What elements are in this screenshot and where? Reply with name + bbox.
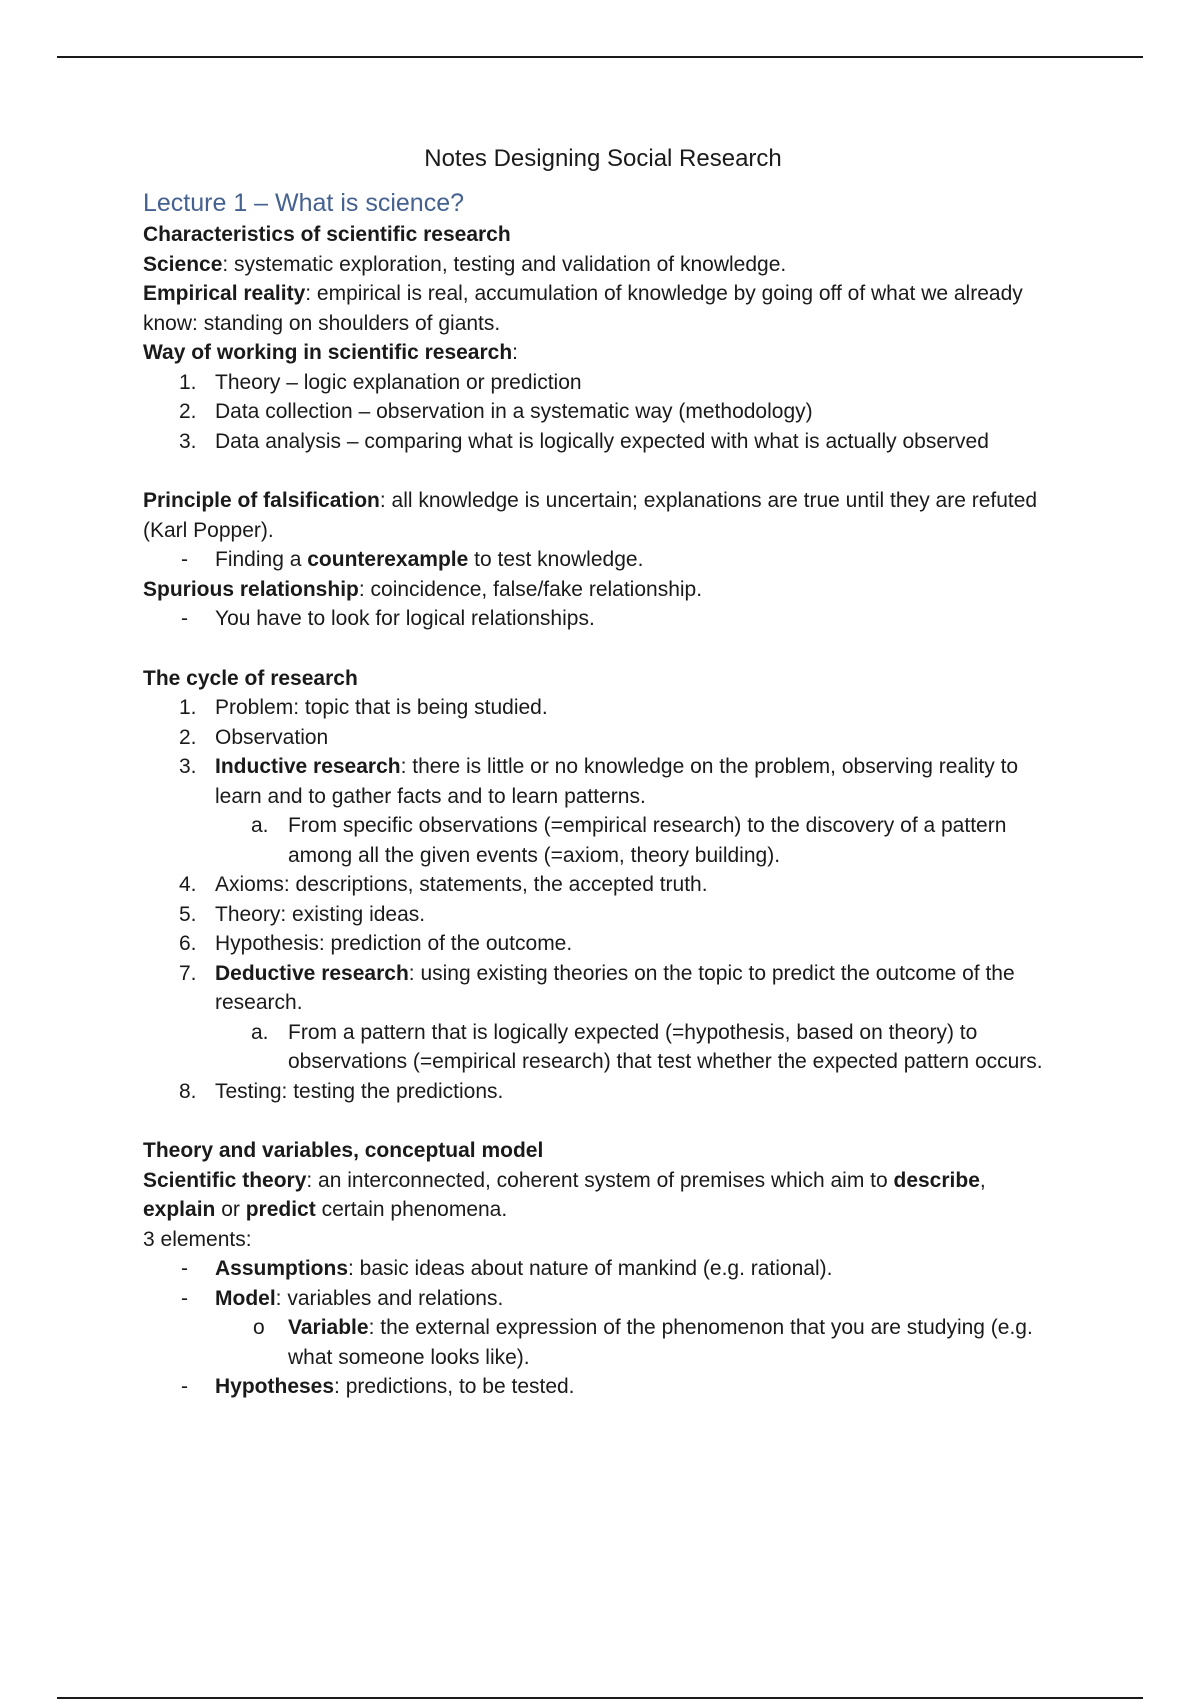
list-number: 3. (179, 429, 197, 453)
list-text: : there is little or no knowledge on the problem, observing reality to learn and to gather facts and to learn patterns. (215, 755, 1019, 808)
list-number: 7. (179, 961, 197, 985)
list-number: 4. (179, 873, 197, 896)
dash-marker: - (181, 1257, 188, 1280)
sub-bullet-item (143, 1313, 1063, 1372)
list-text: Testing: testing the predictions. (215, 1079, 504, 1103)
term-variable: Variable (288, 1316, 369, 1339)
term-counterexample: counterexample (307, 548, 469, 571)
bullet-text: You have to look for logical relationships. (215, 607, 595, 630)
list-text: Data analysis – comparing what is logically expected with what is actually observed (215, 429, 989, 453)
list-text: Observation (215, 725, 329, 749)
sub-list-item (143, 811, 1063, 870)
theory-text: certain phenomena. (315, 1198, 508, 1221)
dash-marker: - (181, 1286, 188, 1310)
list-text: Theory – logic explanation or prediction (215, 370, 582, 394)
term-predict: predict (245, 1198, 316, 1221)
document-body (143, 142, 1063, 1402)
bullet-text: to test knowledge. (468, 548, 644, 571)
list-item (143, 752, 1063, 811)
footer-rule (57, 1697, 1143, 1699)
list-number: 8. (179, 1079, 197, 1103)
empirical-text: : empirical is real, accumulation of knowledge by going off of what we already know: standing on shoulders of giants. (143, 282, 1023, 335)
term-deductive: Deductive research (215, 961, 409, 985)
term-empirical-reality: Empirical reality (143, 282, 306, 305)
list-text: Axioms: descriptions, statements, the accepted truth. (215, 873, 708, 896)
term-hypotheses: Hypotheses (215, 1375, 335, 1398)
list-item (143, 1077, 1063, 1107)
term-assumptions: Assumptions (215, 1257, 349, 1280)
science-definition (143, 250, 1063, 280)
dash-marker: - (181, 548, 188, 571)
list-text: Problem: topic that is being studied. (215, 696, 548, 719)
term-spurious: Spurious relationship (143, 577, 359, 601)
sub-bullet-text: : the external expression of the phenomenon that you are studying (e.g. what someone looks like). (288, 1316, 1033, 1369)
list-number: 2. (179, 400, 197, 423)
way-of-working (143, 338, 1063, 368)
bullet-text: : variables and relations. (275, 1286, 504, 1310)
term-explain: explain (143, 1198, 216, 1221)
list-text: Data collection – observation in a systematic way (methodology) (215, 400, 813, 423)
list-text: : using existing theories on the topic to predict the outcome of the research. (215, 961, 1015, 1014)
falsification-text: : all knowledge is uncertain; explanations are true until they are refuted (Karl Popper). (143, 489, 1038, 542)
dash-marker: - (181, 607, 188, 630)
list-number: 2. (179, 725, 197, 749)
subheading-theory: Theory and variables, conceptual model (143, 1139, 544, 1162)
list-item (143, 959, 1063, 1018)
sub-list-marker: a. (251, 814, 269, 837)
list-text: Hypothesis: prediction of the outcome. (215, 932, 573, 955)
sub-list-text: From a pattern that is logically expected (=hypothesis, based on theory) to observations (=empirical research) that test whether the expected pattern occurs. (288, 1020, 1043, 1073)
bullet-item (143, 604, 1063, 634)
way-colon: : (512, 341, 519, 364)
elements-intro: 3 elements: (143, 1227, 252, 1251)
list-number: 3. (179, 755, 197, 778)
document-title: Notes Designing Social Research (424, 145, 782, 172)
theory-text: : an interconnected, coherent system of premises which aim to (306, 1168, 894, 1192)
dash-marker: - (181, 1375, 188, 1398)
spurious-text: : coincidence, false/fake relationship. (358, 577, 703, 601)
or-text: or (215, 1198, 246, 1221)
term-falsification: Principle of falsification (143, 489, 380, 512)
bullet-item (143, 545, 1063, 575)
comma: , (979, 1168, 986, 1192)
term-model: Model (215, 1286, 276, 1310)
list-item (143, 900, 1063, 930)
term-inductive: Inductive research (215, 755, 401, 778)
term-scientific-theory: Scientific theory (143, 1168, 307, 1192)
list-item (143, 693, 1063, 723)
term-describe: describe (893, 1168, 980, 1192)
spurious-definition (143, 575, 1063, 605)
header-rule (57, 56, 1143, 58)
bullet-item (143, 1372, 1063, 1402)
list-item (143, 368, 1063, 398)
bullet-item (143, 1254, 1063, 1284)
term-science: Science (143, 252, 223, 276)
list-item (143, 427, 1063, 457)
sub-list-item (143, 1018, 1063, 1077)
circle-marker: o (253, 1316, 265, 1339)
list-item (143, 870, 1063, 900)
theory-definition (143, 1166, 1063, 1225)
bullet-item (143, 1284, 1063, 1314)
bullet-text: : basic ideas about nature of mankind (e.g. rational). (348, 1257, 833, 1280)
list-item (143, 929, 1063, 959)
list-item (143, 723, 1063, 753)
science-text: : systematic exploration, testing and validation of knowledge. (222, 252, 787, 276)
empirical-definition (143, 279, 1063, 338)
bullet-text: : predictions, to be tested. (334, 1375, 575, 1398)
list-number: 5. (179, 902, 197, 926)
sub-list-marker: a. (251, 1020, 269, 1044)
list-item (143, 397, 1063, 427)
list-text: Theory: existing ideas. (215, 902, 426, 926)
subheading-characteristics: Characteristics of scientific research (143, 223, 511, 246)
term-way-of-working: Way of working in scientific research (143, 341, 513, 364)
lecture-heading: Lecture 1 – What is science? (143, 189, 464, 217)
list-number: 1. (179, 696, 197, 719)
sub-list-text: From specific observations (=empirical research) to the discovery of a pattern among all the given events (=axiom, theory building). (288, 814, 1007, 867)
bullet-text: Finding a (215, 548, 308, 571)
falsification-definition (143, 486, 1063, 545)
subheading-cycle: The cycle of research (143, 666, 358, 690)
list-number: 6. (179, 932, 197, 955)
list-number: 1. (179, 370, 197, 394)
